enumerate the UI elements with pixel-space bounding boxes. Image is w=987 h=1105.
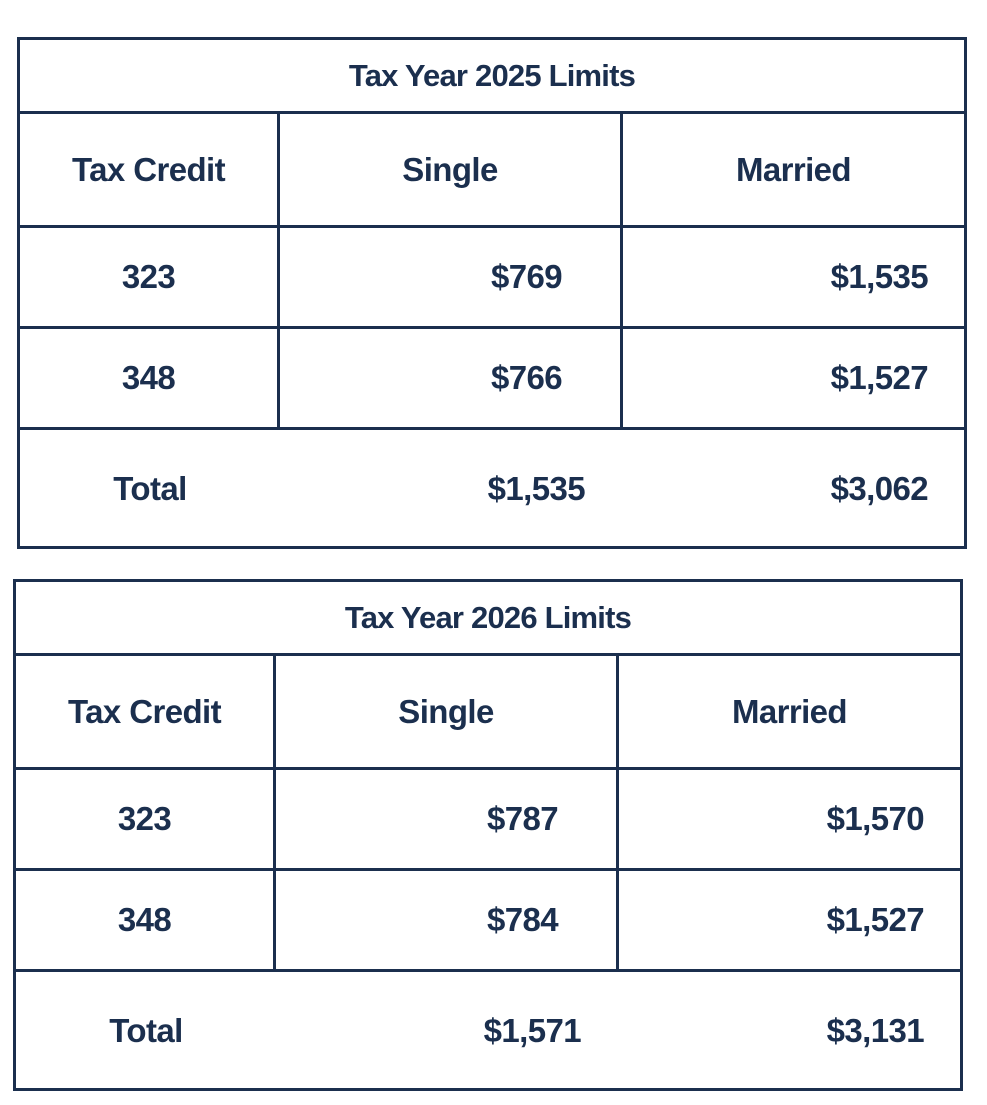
column-header-single: Single	[280, 114, 623, 225]
table-row	[16, 871, 960, 972]
total-row	[16, 972, 960, 1089]
total-label: Total	[113, 469, 187, 507]
column-header-married: Married	[731, 692, 847, 730]
tax-credit-cell: 323	[16, 770, 276, 868]
column-header-married: Married	[735, 150, 851, 188]
tax-credit-cell: 348	[16, 871, 276, 969]
married-value-cell: $1,527	[826, 901, 924, 938]
married-value-cell: $1,527	[830, 359, 928, 396]
header-row	[20, 114, 964, 228]
married-total: $3,131	[826, 1011, 924, 1049]
column-header-tax-credit: Tax Credit	[20, 114, 280, 225]
single-value-cell: $766	[280, 329, 623, 427]
married-value-cell: $1,570	[826, 800, 924, 837]
table-title: Tax Year 2026 Limits	[16, 582, 960, 656]
total-label: Total	[109, 1011, 183, 1049]
limits-table-2026	[13, 579, 963, 1091]
total-row	[20, 430, 964, 547]
header-row	[16, 656, 960, 770]
table-row	[20, 228, 964, 329]
single-value-cell: $787	[276, 770, 619, 868]
single-total: $1,571	[483, 1011, 581, 1049]
single-total: $1,535	[487, 469, 585, 507]
table-title: Tax Year 2025 Limits	[20, 40, 964, 114]
column-header-single: Single	[276, 656, 619, 767]
limits-table-2025	[17, 37, 967, 549]
tax-credit-cell: 348	[20, 329, 280, 427]
table-row	[20, 329, 964, 430]
married-total: $3,062	[830, 469, 928, 507]
married-value-cell: $1,535	[830, 258, 928, 295]
table-row	[16, 770, 960, 871]
single-value-cell: $769	[280, 228, 623, 326]
tax-credit-cell: 323	[20, 228, 280, 326]
column-header-tax-credit: Tax Credit	[16, 656, 276, 767]
single-value-cell: $784	[276, 871, 619, 969]
